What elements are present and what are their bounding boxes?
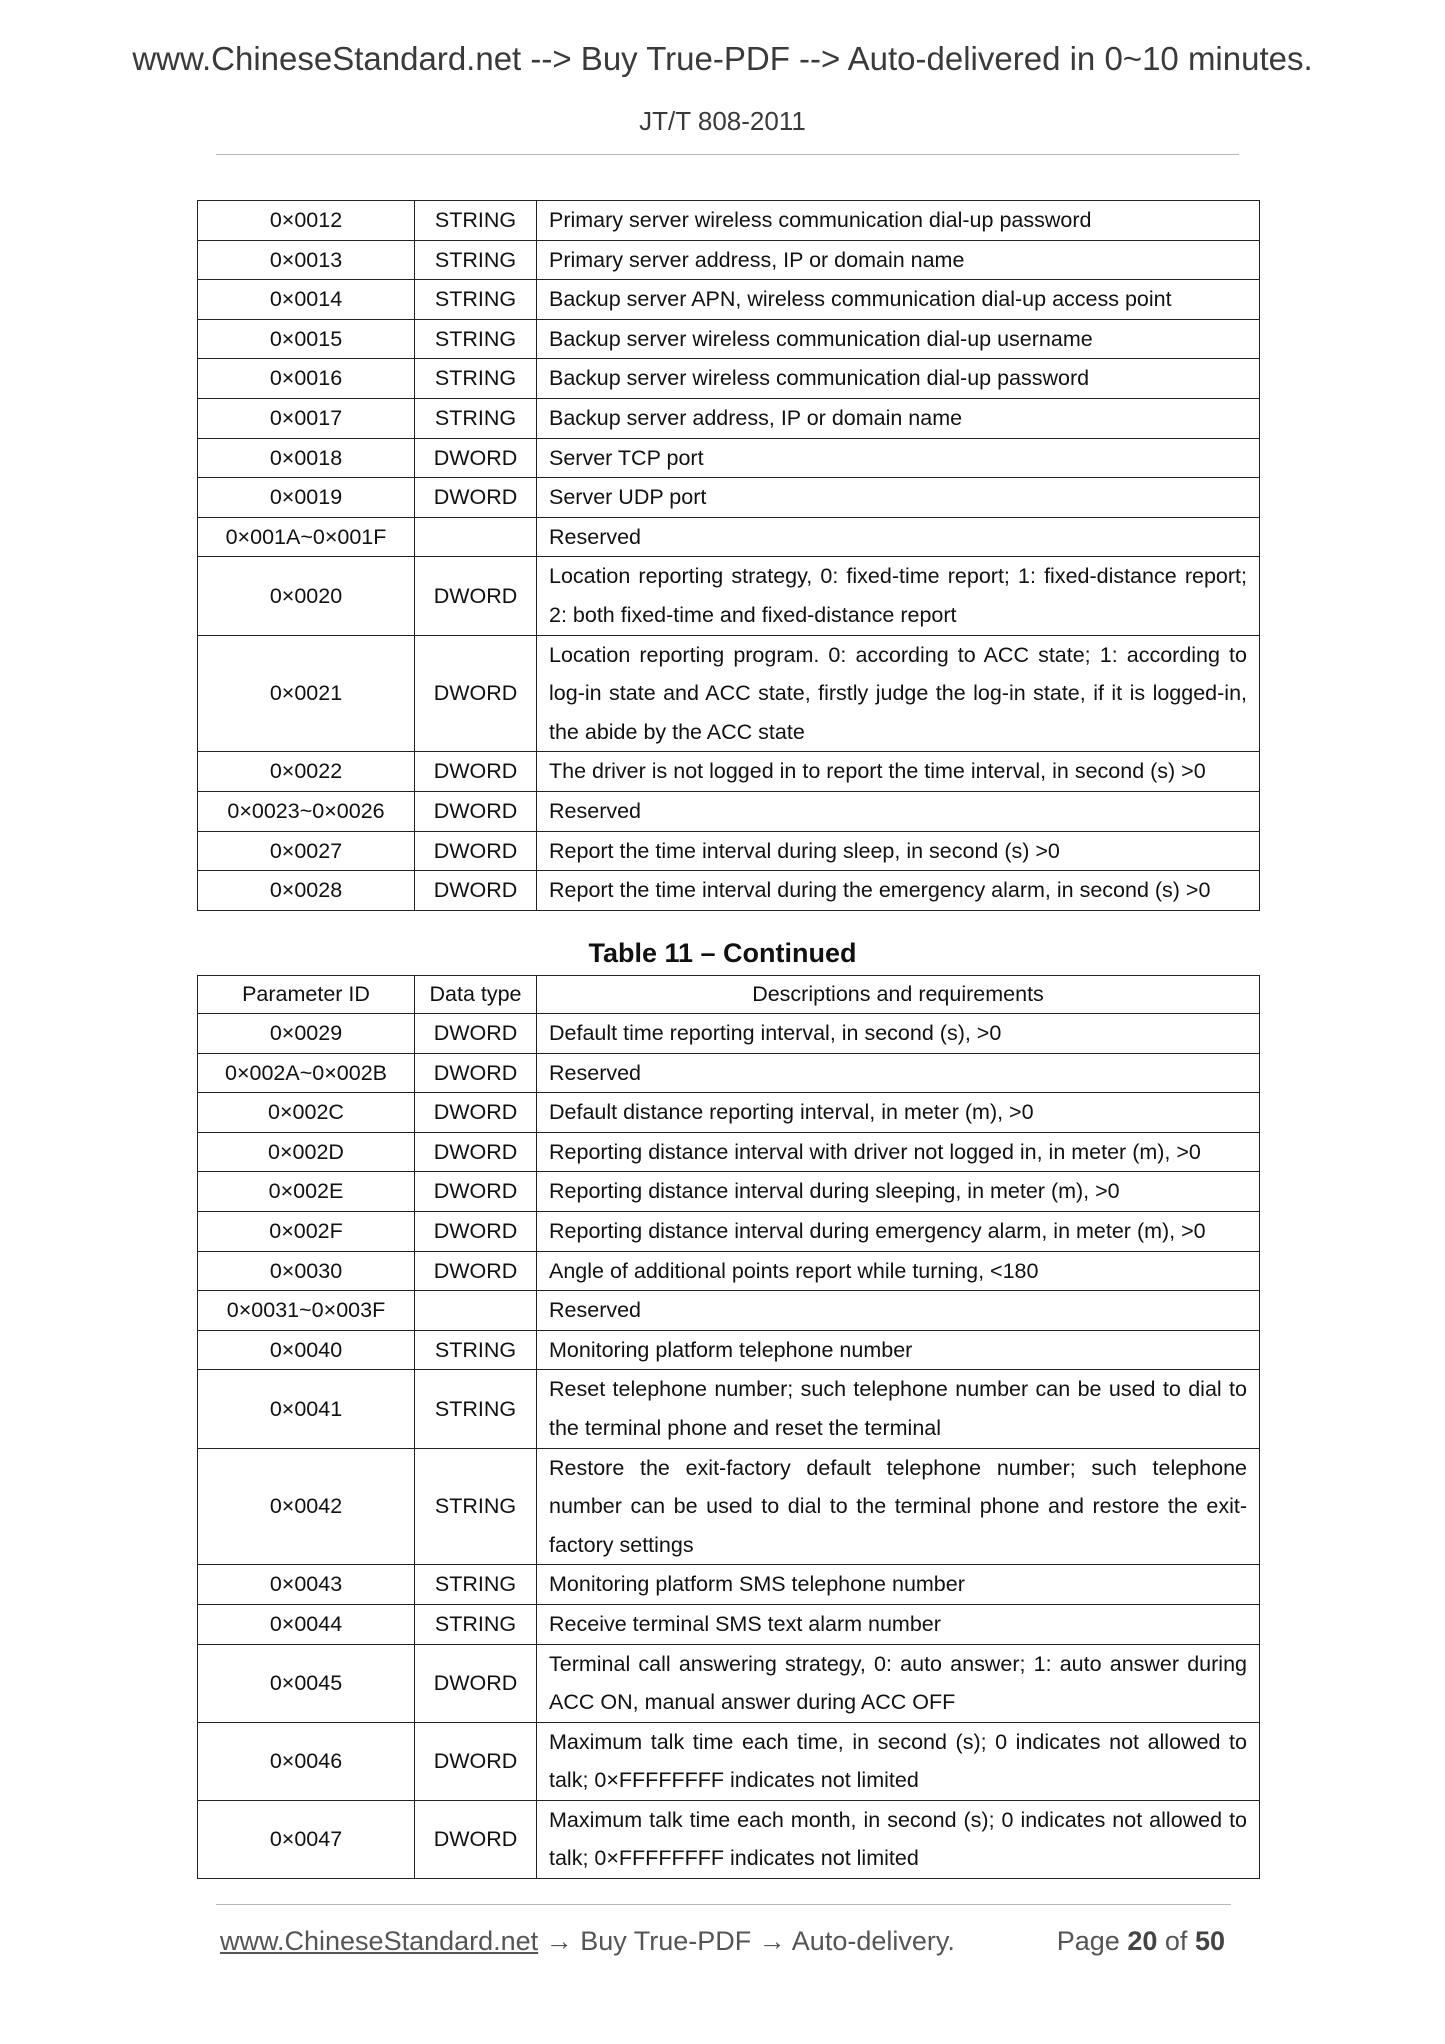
data-type-cell: DWORD	[415, 1014, 537, 1054]
description-cell: Location reporting program. 0: according to ACC state; 1: according to log-in state and ACC state, firstly judge the log-in state, if it is logged-in, the abide by the ACC state	[537, 635, 1260, 752]
parameter-id-cell: 0×0014	[198, 280, 415, 320]
description-cell: Primary server wireless communication dial-up password	[537, 201, 1260, 241]
data-type-cell: STRING	[415, 1448, 537, 1565]
parameter-id-cell: 0×0045	[198, 1644, 415, 1722]
parameter-id-cell: 0×002C	[198, 1093, 415, 1133]
data-type-cell: DWORD	[415, 1132, 537, 1172]
data-type-cell: DWORD	[415, 438, 537, 478]
data-type-cell: STRING	[415, 1604, 537, 1644]
table-body	[198, 201, 1260, 911]
footer-promo	[220, 1926, 955, 1957]
table-row	[198, 791, 1260, 831]
parameter-id-cell: 0×0017	[198, 398, 415, 438]
footer-divider	[216, 1904, 1231, 1905]
table-row	[198, 478, 1260, 518]
description-cell: Angle of additional points report while turning, <180	[537, 1251, 1260, 1291]
parameter-id-cell: 0×0021	[198, 635, 415, 752]
page-total: 50	[1194, 1926, 1225, 1956]
table-row	[198, 1093, 1260, 1133]
parameter-id-cell: 0×0044	[198, 1604, 415, 1644]
data-type-cell: STRING	[415, 1370, 537, 1448]
parameter-id-cell: 0×0043	[198, 1565, 415, 1605]
table-row	[198, 557, 1260, 635]
data-type-cell: DWORD	[415, 1644, 537, 1722]
data-type-cell: STRING	[415, 398, 537, 438]
footer-site-link[interactable]: www.ChineseStandard.net	[220, 1926, 539, 1956]
description-cell: Terminal call answering strategy, 0: auto answer; 1: auto answer during ACC ON, manual answer during ACC OFF	[537, 1644, 1260, 1722]
table-row	[198, 398, 1260, 438]
parameter-id-cell: 0×0041	[198, 1370, 415, 1448]
parameter-id-cell: 0×0031~0×003F	[198, 1291, 415, 1331]
data-type-cell: DWORD	[415, 791, 537, 831]
table-row	[198, 201, 1260, 241]
table-row	[198, 752, 1260, 792]
footer-buy-text: Buy True-PDF	[580, 1926, 752, 1956]
table-row	[198, 280, 1260, 320]
data-type-cell: DWORD	[415, 635, 537, 752]
description-cell: Reset telephone number; such telephone number can be used to dial to the terminal phone and reset the terminal	[537, 1370, 1260, 1448]
parameter-id-cell: 0×0047	[198, 1800, 415, 1878]
table-row	[198, 1604, 1260, 1644]
page-number: 20	[1127, 1926, 1158, 1956]
data-type-cell: STRING	[415, 359, 537, 399]
of-label: of	[1164, 1926, 1188, 1956]
parameter-id-cell: 0×0012	[198, 201, 415, 241]
table-row	[198, 1132, 1260, 1172]
parameter-id-cell: 0×0040	[198, 1330, 415, 1370]
parameter-id-cell: 0×002A~0×002B	[198, 1053, 415, 1093]
data-type-cell: DWORD	[415, 1093, 537, 1133]
description-cell: Backup server wireless communication dial-up password	[537, 359, 1260, 399]
description-cell: Primary server address, IP or domain name	[537, 240, 1260, 280]
table-row	[198, 240, 1260, 280]
data-type-cell: STRING	[415, 240, 537, 280]
parameter-id-cell: 0×0013	[198, 240, 415, 280]
data-type-cell	[415, 1291, 537, 1331]
description-cell: Server TCP port	[537, 438, 1260, 478]
table-row	[198, 1291, 1260, 1331]
header-description: Descriptions and requirements	[537, 976, 1260, 1014]
description-cell: Backup server APN, wireless communication dial-up access point	[537, 280, 1260, 320]
table-row	[198, 1330, 1260, 1370]
data-type-cell: DWORD	[415, 752, 537, 792]
description-cell: Reserved	[537, 517, 1260, 557]
parameter-id-cell: 0×0046	[198, 1722, 415, 1800]
data-type-cell: DWORD	[415, 1251, 537, 1291]
description-cell: Monitoring platform SMS telephone number	[537, 1565, 1260, 1605]
description-cell: The driver is not logged in to report the time interval, in second (s) >0	[537, 752, 1260, 792]
table-row	[198, 1251, 1260, 1291]
parameter-id-cell: 0×002F	[198, 1211, 415, 1251]
description-cell: Reporting distance interval during emergency alarm, in meter (m), >0	[537, 1211, 1260, 1251]
footer-delivery-text: Auto-delivery.	[791, 1926, 955, 1956]
table-row	[198, 831, 1260, 871]
description-cell: Reserved	[537, 1053, 1260, 1093]
data-type-cell: DWORD	[415, 478, 537, 518]
data-type-cell: DWORD	[415, 1211, 537, 1251]
data-type-cell: DWORD	[415, 1053, 537, 1093]
data-type-cell: DWORD	[415, 831, 537, 871]
description-cell: Maximum talk time each time, in second (s); 0 indicates not allowed to talk; 0×FFFFFFFF indicates not limited	[537, 1722, 1260, 1800]
data-type-cell: STRING	[415, 1565, 537, 1605]
data-type-cell: STRING	[415, 280, 537, 320]
page-label: Page	[1056, 1926, 1120, 1956]
description-cell: Default distance reporting interval, in meter (m), >0	[537, 1093, 1260, 1133]
table-body	[198, 1014, 1260, 1879]
table-row	[198, 635, 1260, 752]
arrow-right-icon: →	[758, 1926, 786, 1956]
parameter-id-cell: 0×0023~0×0026	[198, 791, 415, 831]
data-type-cell: DWORD	[415, 1172, 537, 1212]
table-row	[198, 1014, 1260, 1054]
data-type-cell	[415, 517, 537, 557]
data-type-cell: DWORD	[415, 1800, 537, 1878]
table-row	[198, 517, 1260, 557]
header-divider	[216, 154, 1239, 155]
parameter-id-cell: 0×0018	[198, 438, 415, 478]
description-cell: Receive terminal SMS text alarm number	[537, 1604, 1260, 1644]
table-caption: Table 11 – Continued	[588, 938, 857, 968]
parameter-id-cell: 0×0019	[198, 478, 415, 518]
parameter-id-cell: 0×0029	[198, 1014, 415, 1054]
data-type-cell: STRING	[415, 201, 537, 241]
parameter-id-cell: 0×0020	[198, 557, 415, 635]
description-cell: Restore the exit-factory default telephone number; such telephone number can be used to dial to the terminal phone and restore the exit-factory settings	[537, 1448, 1260, 1565]
site-banner: www.ChineseStandard.net --> Buy True-PDF --> Auto-delivered in 0~10 minutes.	[132, 40, 1313, 77]
data-type-cell: DWORD	[415, 871, 537, 911]
parameter-id-cell: 0×0015	[198, 319, 415, 359]
data-type-cell: DWORD	[415, 557, 537, 635]
description-cell: Reporting distance interval with driver not logged in, in meter (m), >0	[537, 1132, 1260, 1172]
parameter-id-cell: 0×002D	[198, 1132, 415, 1172]
standard-code: JT/T 808-2011	[639, 106, 806, 136]
parameter-id-cell: 0×0042	[198, 1448, 415, 1565]
header-parameter-id: Parameter ID	[198, 976, 415, 1014]
parameter-table-part-1	[197, 200, 1260, 911]
description-cell: Monitoring platform telephone number	[537, 1330, 1260, 1370]
table-row	[198, 319, 1260, 359]
parameter-id-cell: 0×0027	[198, 831, 415, 871]
description-cell: Location reporting strategy, 0: fixed-time report; 1: fixed-distance report; 2: both fixed-time and fixed-distance report	[537, 557, 1260, 635]
data-type-cell: STRING	[415, 1330, 537, 1370]
parameter-id-cell: 0×0030	[198, 1251, 415, 1291]
description-cell: Maximum talk time each month, in second (s); 0 indicates not allowed to talk; 0×FFFFFFFF indicates not limited	[537, 1800, 1260, 1878]
description-cell: Reserved	[537, 791, 1260, 831]
parameter-id-cell: 0×0028	[198, 871, 415, 911]
data-type-cell: STRING	[415, 319, 537, 359]
description-cell: Reporting distance interval during sleeping, in meter (m), >0	[537, 1172, 1260, 1212]
table-row	[198, 1565, 1260, 1605]
parameter-id-cell: 0×002E	[198, 1172, 415, 1212]
table-row	[198, 871, 1260, 911]
description-cell: Backup server wireless communication dial-up username	[537, 319, 1260, 359]
description-cell: Reserved	[537, 1291, 1260, 1331]
page-indicator	[1057, 1926, 1225, 1957]
table-row	[198, 1644, 1260, 1722]
description-cell: Report the time interval during the emergency alarm, in second (s) >0	[537, 871, 1260, 911]
table-row	[198, 359, 1260, 399]
description-cell: Server UDP port	[537, 478, 1260, 518]
arrow-right-icon: →	[545, 1926, 573, 1956]
table-row	[198, 1800, 1260, 1878]
description-cell: Default time reporting interval, in second (s), >0	[537, 1014, 1260, 1054]
parameter-table-part-2	[197, 975, 1260, 1879]
table-row	[198, 1370, 1260, 1448]
table-row	[198, 1211, 1260, 1251]
table-row	[198, 1722, 1260, 1800]
table-row	[198, 1448, 1260, 1565]
parameter-id-cell: 0×0022	[198, 752, 415, 792]
header-data-type: Data type	[415, 976, 537, 1014]
table-row	[198, 1053, 1260, 1093]
data-type-cell: DWORD	[415, 1722, 537, 1800]
table-row	[198, 438, 1260, 478]
description-cell: Report the time interval during sleep, in second (s) >0	[537, 831, 1260, 871]
parameter-id-cell: 0×0016	[198, 359, 415, 399]
table-header-row	[198, 976, 1260, 1014]
table-row	[198, 1172, 1260, 1212]
parameter-id-cell: 0×001A~0×001F	[198, 517, 415, 557]
description-cell: Backup server address, IP or domain name	[537, 398, 1260, 438]
